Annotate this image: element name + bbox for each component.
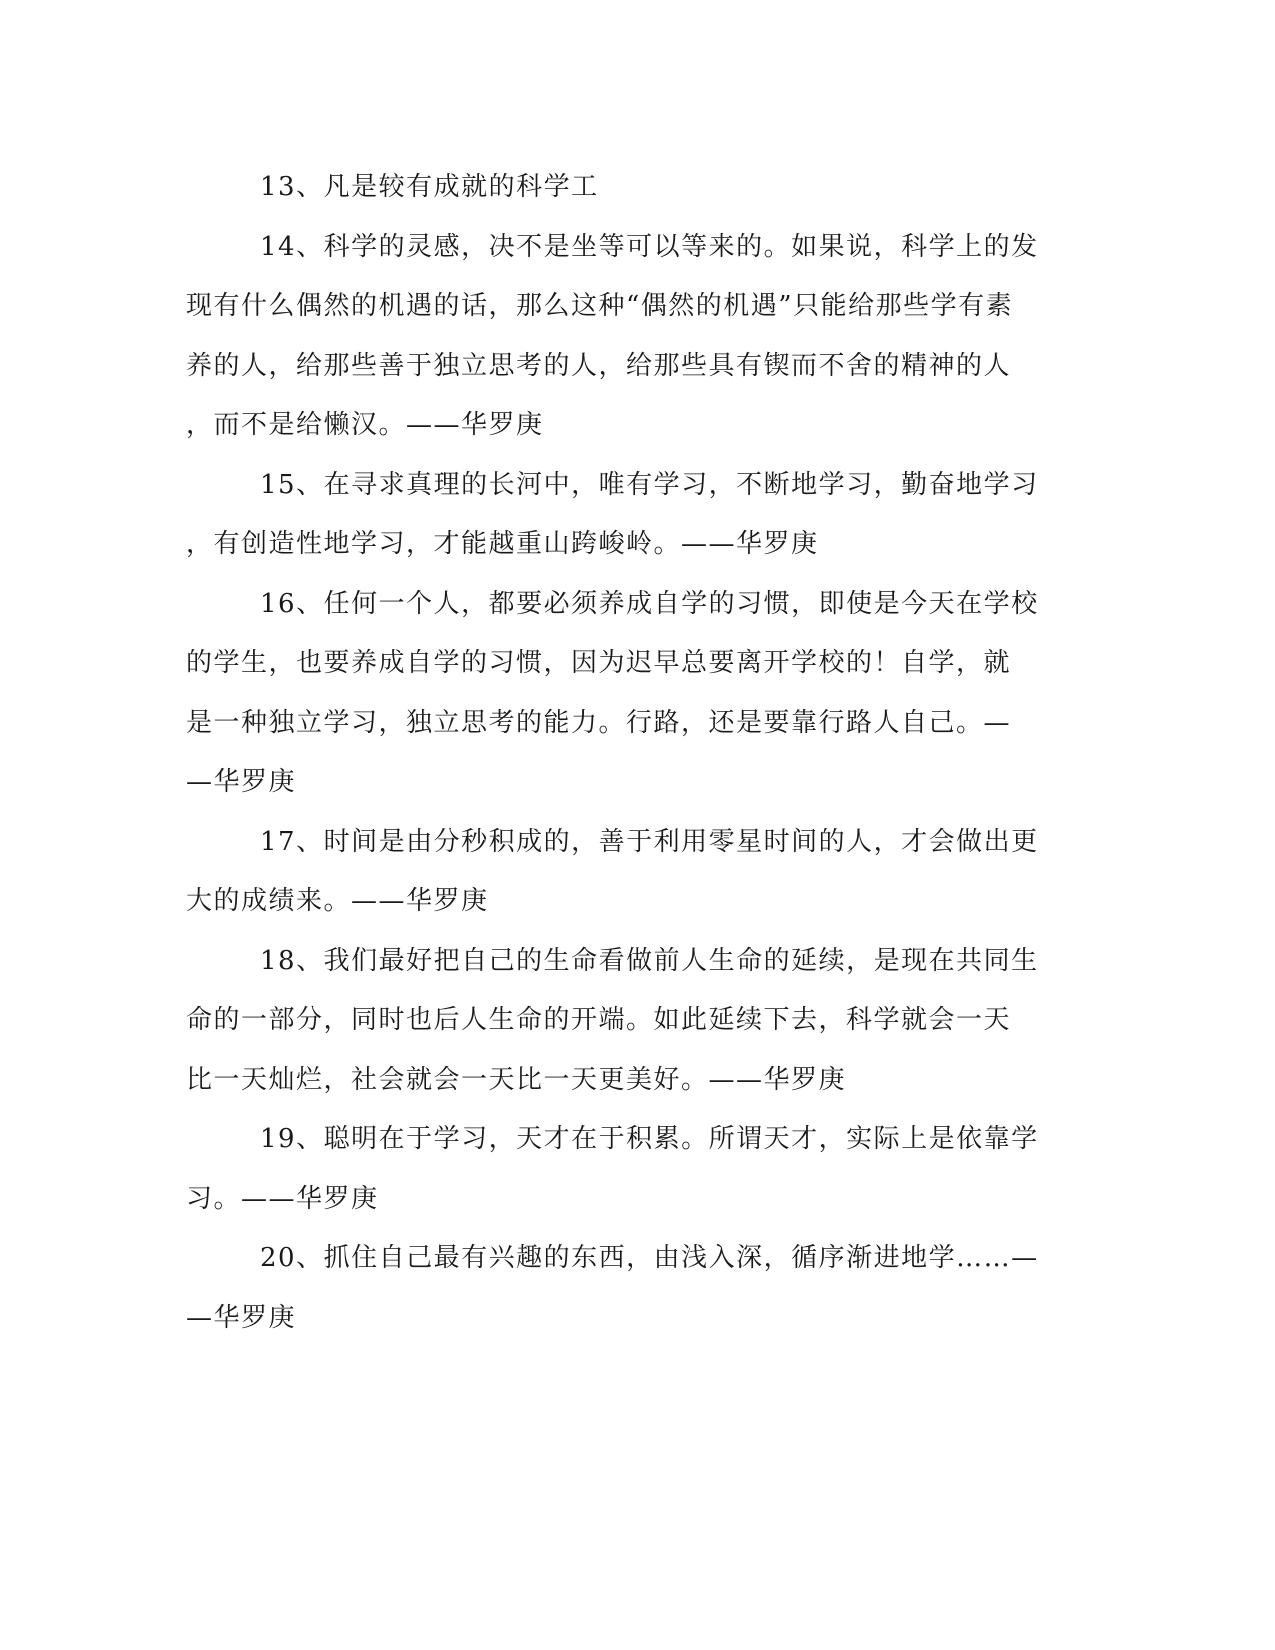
paragraph-17 — [186, 813, 1081, 932]
paragraph-line: 20、抓住自己最有兴趣的东西，由浅入深，循序渐进地学……— — [260, 1243, 1039, 1273]
paragraph-line: 16、任何一个人，都要必须养成自学的习惯，即使是今天在学校 — [260, 588, 1039, 619]
paragraph-line: 现有什么偶然的机遇的话，那么这种“偶然的机遇”只能给那些学有素 — [186, 291, 1014, 321]
paragraph-line: ，有创造性地学习，才能越重山跨峻岭。——华罗庚 — [186, 529, 819, 559]
paragraph-line: 的学生，也要养成自学的习惯，因为迟早总要离开学校的！自学，就 — [186, 648, 1012, 678]
paragraph-line: 18、我们最好把自己的生命看做前人生命的延续，是现在共同生 — [260, 945, 1039, 976]
paragraph-line: 养的人，给那些善于独立思考的人，给那些具有锲而不舍的精神的人 — [186, 350, 1012, 381]
paragraph-line: ，而不是给懒汉。——华罗庚 — [186, 410, 544, 440]
paragraph-16 — [186, 575, 1081, 813]
paragraph-line: 是一种独立学习，独立思考的能力。行路，还是要靠行路人自己。— — [186, 707, 1012, 738]
paragraph-18 — [186, 932, 1081, 1111]
paragraph-line: 15、在寻求真理的长河中，唯有学习，不断地学习，勤奋地学习 — [260, 469, 1039, 500]
document-body — [186, 158, 1081, 1348]
paragraph-line: 14、科学的灵感，决不是坐等可以等来的。如果说，科学上的发 — [260, 231, 1039, 262]
paragraph-line: 17、时间是由分秒积成的，善于利用零星时间的人，才会做出更 — [260, 826, 1039, 857]
paragraph-line: 大的成绩来。——华罗庚 — [186, 886, 489, 916]
paragraph-line: —华罗庚 — [186, 767, 297, 797]
paragraph-line: 比一天灿烂，社会就会一天比一天更美好。——华罗庚 — [186, 1064, 847, 1095]
paragraph-line: 13、凡是较有成就的科学工 — [260, 172, 599, 202]
paragraph-14 — [186, 218, 1081, 456]
paragraph-line: 19、聪明在于学习，天才在于积累。所谓天才，实际上是依靠学 — [260, 1124, 1039, 1154]
paragraph-line: 习。——华罗庚 — [186, 1183, 379, 1214]
paragraph-13 — [186, 158, 1081, 218]
paragraph-15 — [186, 456, 1081, 575]
paragraph-20 — [186, 1229, 1081, 1348]
paragraph-19 — [186, 1110, 1081, 1229]
paragraph-line: —华罗庚 — [186, 1302, 297, 1333]
paragraph-line: 命的一部分，同时也后人生命的开端。如此延续下去，科学就会一天 — [186, 1005, 1012, 1035]
